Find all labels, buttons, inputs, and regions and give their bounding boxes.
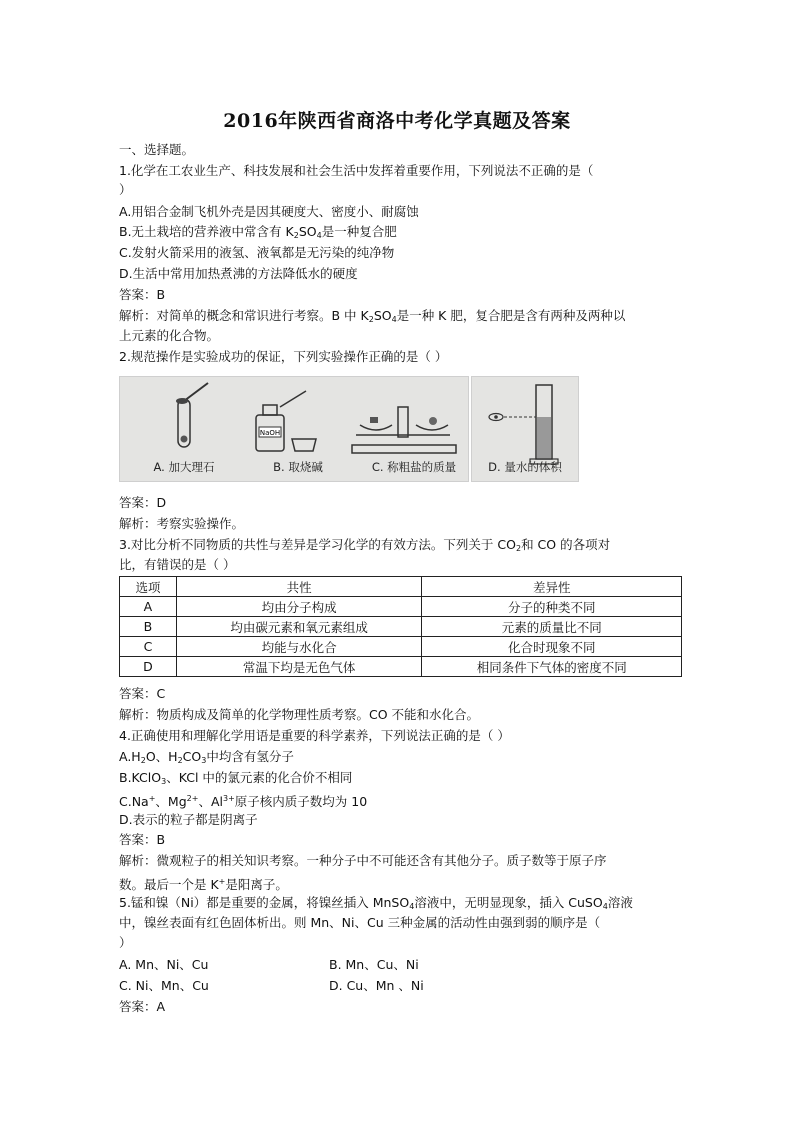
cell-option: C — [120, 637, 177, 657]
q3-comparison-table — [119, 576, 682, 677]
q5-option-a: A. Mn、Ni、Cu — [119, 957, 209, 972]
q5-option-d: D. Cu、Mn 、Ni — [329, 978, 424, 993]
cell-difference: 元素的质量比不同 — [422, 617, 682, 637]
marble-piece — [181, 436, 188, 443]
q2-figure-strip — [119, 376, 579, 482]
q1-stem: 1.化学在工农业生产、科技发展和社会生活中发挥着重要作用，下列说法不正确的是（ — [119, 163, 594, 178]
q4-stem: 4.正确使用和理解化学用语是重要的科学素养，下列说法正确的是（ ） — [119, 728, 510, 743]
q1-analysis: 解析：对简单的概念和常识进行考察。B 中 $K_2SO_4$是一种 K 肥，复合肥是含有两种及两种以 — [119, 308, 626, 324]
table-row — [120, 597, 682, 617]
q2-analysis: 解析：考察实验操作。 — [119, 516, 245, 531]
q4-answer: 答案：B — [119, 832, 166, 847]
table-row — [120, 617, 682, 637]
cell-option: A — [120, 597, 177, 617]
q5-stem-end: ） — [119, 935, 132, 950]
caption-a: A. 加大理石 — [153, 460, 215, 474]
table-row — [120, 637, 682, 657]
cell-commonality: 均由分子构成 — [176, 597, 422, 617]
weighing-dish — [292, 439, 316, 451]
q1-option-a: A.用铝合金制飞机外壳是因其硬度大、密度小、耐腐蚀 — [119, 204, 419, 219]
cell-commonality: 均由碳元素和氧元素组成 — [176, 617, 422, 637]
caption-b: B. 取烧碱 — [273, 460, 323, 474]
q4-option-d: D.表示的粒子都是阴离子 — [119, 812, 258, 827]
q1-answer: 答案：B — [119, 287, 166, 302]
naoh-label: NaOH — [259, 429, 281, 437]
pupil-icon — [494, 415, 498, 419]
table-row — [120, 657, 682, 677]
water-column — [537, 417, 551, 458]
q4-option-a: $A.H_2O$、$H_2CO_3$中均含有氢分子 — [119, 749, 294, 765]
q2-answer: 答案：D — [119, 495, 167, 510]
q1-stem-end: ） — [119, 182, 132, 197]
cell-option: D — [120, 657, 177, 677]
spoon-handle — [184, 383, 208, 401]
q1-option-b: B.无土栽培的营养液中常含有 $K_2SO_4$是一种复合肥 — [119, 224, 397, 240]
salt-sample — [429, 417, 437, 425]
header-difference: 差异性 — [422, 577, 682, 597]
tongs — [280, 391, 306, 407]
cell-difference: 分子的种类不同 — [422, 597, 682, 617]
cell-commonality: 均能与水化合 — [176, 637, 422, 657]
q5-option-b: B. Mn、Cu、Ni — [329, 957, 419, 972]
q2-stem: 2.规范操作是实验成功的保证，下列实验操作正确的是（ ） — [119, 349, 448, 364]
page-title: 2016年陕西省商洛中考化学真题及答案 — [223, 110, 571, 132]
q1-option-d: D.生活中常用加热煮沸的方法降低水的硬度 — [119, 266, 358, 281]
header-option: 选项 — [120, 577, 177, 597]
q1-analysis-cont: 上元素的化合物。 — [119, 328, 220, 343]
q4-option-b: B.KClO$_3$、KCl 中的氯元素的化合价不相同 — [119, 770, 353, 786]
q4-analysis-cont: 数。最后一个是 K+是阳离子。 — [119, 877, 288, 892]
weight-block — [370, 417, 378, 423]
left-pan — [360, 425, 392, 430]
header-commonality: 共性 — [176, 577, 422, 597]
q5-option-c: C. Ni、Mn、Cu — [119, 978, 209, 993]
q4-analysis: 解析：微观粒子的相关知识考察。一种分子中不可能还含有其他分子。质子数等于原子序 — [119, 853, 607, 868]
q2-figure-abc — [119, 376, 469, 482]
cell-commonality: 常温下均是无色气体 — [176, 657, 422, 677]
bottle-neck — [263, 405, 277, 415]
q4-option-c: C.Na+、$Mg^{2+}$、$Al^{3+}$原子核内质子数均为 10 — [119, 794, 368, 809]
balance-post — [398, 407, 408, 437]
q3-answer: 答案：C — [119, 686, 166, 701]
cell-difference: 化合时现象不同 — [422, 637, 682, 657]
q3-stem: 3.对比分析不同物质的共性与差异是学习化学的有效方法。下列关于 $CO_2$和 CO 的各项对 — [119, 537, 611, 553]
caption-d: D. 量水的体积 — [488, 460, 562, 474]
q5-stem-cont: 中，镍丝表面有红色固体析出。则 Mn、Ni、Cu 三种金属的活动性由强到弱的顺序是（ — [119, 915, 601, 930]
q3-stem-cont: 比，有错误的是（ ） — [119, 557, 236, 572]
balance-base — [352, 445, 456, 453]
q3-analysis: 解析：物质构成及简单的化学物理性质考察。CO 不能和水化合。 — [119, 707, 480, 722]
spoon-bowl — [176, 398, 188, 404]
q1-option-c: C.发射火箭采用的液氢、液氧都是无污染的纯净物 — [119, 245, 395, 260]
right-pan — [416, 425, 448, 430]
q5-stem: 5.锰和镍（Ni）都是重要的金属，将镍丝插入 MnSO$_4$溶液中，无明显现象，插入 CuSO$_4$溶液 — [119, 895, 633, 911]
cell-difference: 相同条件下气体的密度不同 — [422, 657, 682, 677]
section-heading: 一、选择题。 — [119, 142, 195, 157]
cell-option: B — [120, 617, 177, 637]
caption-c: C. 称粗盐的质量 — [371, 460, 457, 474]
table-header-row — [120, 577, 682, 597]
q2-figure-d — [471, 376, 579, 482]
q5-answer: 答案：A — [119, 999, 166, 1014]
